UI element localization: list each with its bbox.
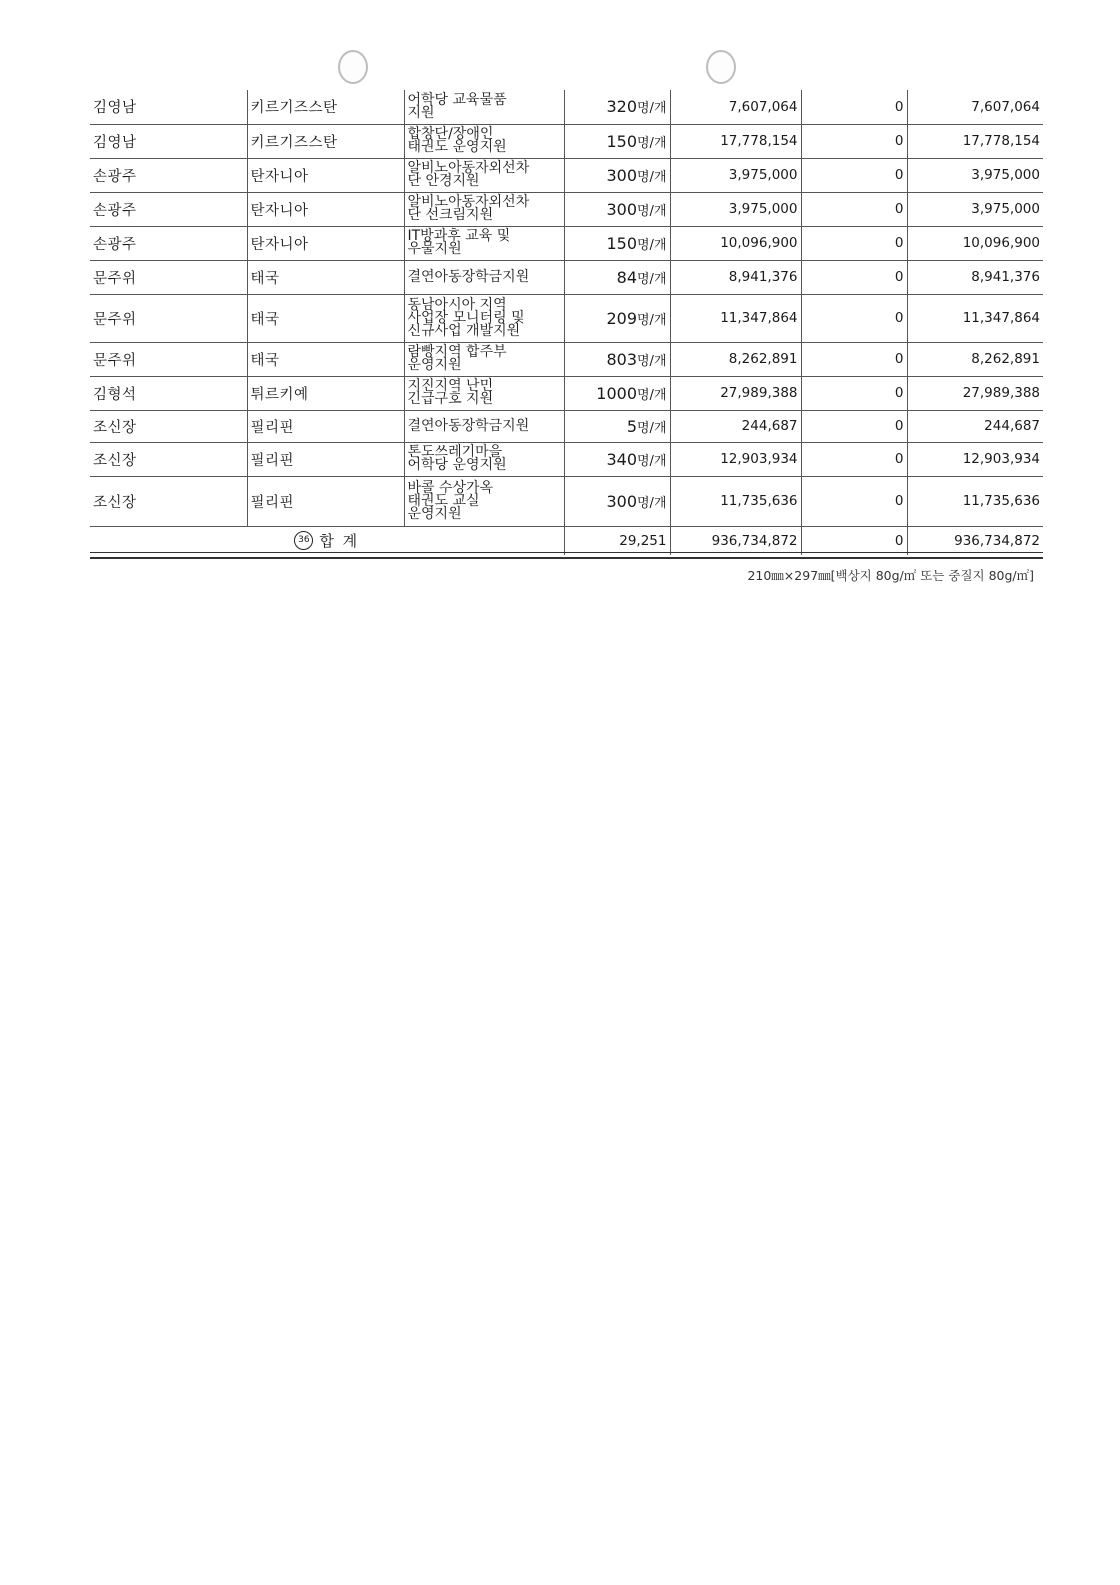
project-cell: [404, 226, 564, 260]
quantity-cell: [564, 442, 670, 476]
table-row: [90, 260, 1043, 294]
paper-spec-footnote: 210㎜×297㎜[백상지 80g/㎡ 또는 중질지 80g/㎡]: [747, 568, 1034, 583]
quantity-number: 300: [606, 165, 637, 185]
manager-name-cell: 조신장: [90, 442, 247, 476]
amount-zero-cell: 0: [801, 342, 907, 376]
project-line: 합창단/장애인: [407, 126, 494, 142]
table-row: [90, 376, 1043, 410]
project-line: 톤도쓰레기마을: [407, 444, 503, 460]
row-total-cell: 11,735,636: [907, 476, 1043, 526]
bottom-double-rule: [90, 552, 1043, 559]
amount-zero-cell: 0: [801, 442, 907, 476]
project-cell: [404, 342, 564, 376]
project-cell: [404, 294, 564, 342]
row-total-cell: 3,975,000: [907, 192, 1043, 226]
quantity-number: 803: [606, 349, 637, 369]
table-row: [90, 90, 1043, 124]
total-amount-zero-cell: 0: [801, 526, 907, 555]
manager-name-cell: 손광주: [90, 226, 247, 260]
table-row: [90, 442, 1043, 476]
row-total-cell: 17,778,154: [907, 124, 1043, 158]
total-label-cell: [90, 526, 564, 555]
total-row: [90, 526, 1043, 555]
quantity-unit: 명/개: [637, 353, 667, 369]
quantity-cell: [564, 226, 670, 260]
quantity-number: 300: [606, 491, 637, 511]
project-line: 운영지원: [407, 357, 462, 373]
amount-cell: 27,989,388: [670, 376, 801, 410]
country-cell: 태국: [247, 260, 404, 294]
amount-cell: 8,262,891: [670, 342, 801, 376]
project-line: 지원: [407, 104, 435, 121]
amount-cell: 17,778,154: [670, 124, 801, 158]
project-cell: [404, 192, 564, 226]
expense-table: [90, 90, 1043, 555]
project-cell: [404, 124, 564, 158]
total-label: 합 계: [319, 532, 360, 551]
country-cell: 태국: [247, 294, 404, 342]
project-cell: [404, 260, 564, 294]
project-cell: [404, 158, 564, 192]
project-cell: [404, 376, 564, 410]
quantity-number: 1000: [596, 383, 637, 403]
country-cell: 튀르키예: [247, 376, 404, 410]
row-total-cell: 8,262,891: [907, 342, 1043, 376]
project-line: 바콜 수상가옥: [407, 479, 494, 496]
amount-cell: 8,941,376: [670, 260, 801, 294]
quantity-unit: 명/개: [637, 312, 667, 328]
quantity-number: 5: [626, 416, 637, 436]
amount-cell: 244,687: [670, 410, 801, 442]
quantity-number: 320: [606, 97, 637, 117]
amount-zero-cell: 0: [801, 192, 907, 226]
project-line: 운영지원: [407, 505, 462, 522]
manager-name-cell: 손광주: [90, 192, 247, 226]
table-body: [90, 90, 1043, 555]
total-qty-cell: 29,251: [564, 526, 670, 555]
amount-zero-cell: 0: [801, 476, 907, 526]
row-total-cell: 27,989,388: [907, 376, 1043, 410]
amount-zero-cell: 0: [801, 294, 907, 342]
row-total-cell: 10,096,900: [907, 226, 1043, 260]
quantity-cell: [564, 192, 670, 226]
quantity-cell: [564, 410, 670, 442]
quantity-unit: 명/개: [637, 101, 667, 117]
amount-zero-cell: 0: [801, 158, 907, 192]
country-cell: 필리핀: [247, 476, 404, 526]
quantity-unit: 명/개: [637, 453, 667, 469]
table-row: [90, 294, 1043, 342]
country-cell: 필리핀: [247, 410, 404, 442]
country-cell: 필리핀: [247, 442, 404, 476]
project-line: 사업장 모니터링 및: [407, 309, 525, 326]
amount-zero-cell: 0: [801, 90, 907, 124]
quantity-cell: [564, 376, 670, 410]
project-line: 결연아동장학금지원: [407, 268, 530, 285]
manager-name-cell: 조신장: [90, 410, 247, 442]
project-line: 알비노아동자외선차: [407, 160, 530, 176]
country-cell: 키르기즈스탄: [247, 90, 404, 124]
manager-name-cell: 문주위: [90, 342, 247, 376]
country-cell: 태국: [247, 342, 404, 376]
amount-cell: 3,975,000: [670, 158, 801, 192]
manager-name-cell: 김영남: [90, 90, 247, 124]
project-line: 단 안경지원: [407, 173, 480, 189]
project-cell: [404, 410, 564, 442]
country-cell: 키르기즈스탄: [247, 124, 404, 158]
amount-cell: 10,096,900: [670, 226, 801, 260]
manager-name-cell: 김형석: [90, 376, 247, 410]
circled-number-badge: 36: [294, 531, 313, 550]
project-line: 어학당 교육물품: [407, 91, 507, 108]
project-line: 신규사업 개발지원: [407, 322, 521, 339]
row-total-cell: 11,347,864: [907, 294, 1043, 342]
amount-cell: 7,607,064: [670, 90, 801, 124]
quantity-unit: 명/개: [637, 387, 667, 403]
project-line: 어학당 운영지원: [407, 457, 507, 473]
row-total-cell: 12,903,934: [907, 442, 1043, 476]
quantity-cell: [564, 158, 670, 192]
amount-cell: 11,735,636: [670, 476, 801, 526]
punch-hole-right: [706, 50, 736, 84]
quantity-cell: [564, 342, 670, 376]
country-cell: 탄자니아: [247, 192, 404, 226]
project-cell: [404, 90, 564, 124]
grand-total-cell: 936,734,872: [907, 526, 1043, 555]
total-amount-cell: 936,734,872: [670, 526, 801, 555]
project-line: 결연아동장학금지원: [407, 417, 530, 434]
quantity-unit: 명/개: [637, 420, 667, 436]
manager-name-cell: 문주위: [90, 294, 247, 342]
project-line: 알비노아동자외선차: [407, 194, 530, 210]
table-row: [90, 124, 1043, 158]
table-row: [90, 342, 1043, 376]
manager-name-cell: 문주위: [90, 260, 247, 294]
quantity-number: 340: [606, 449, 637, 469]
quantity-unit: 명/개: [637, 495, 667, 511]
amount-cell: 12,903,934: [670, 442, 801, 476]
manager-name-cell: 김영남: [90, 124, 247, 158]
project-line: 지진지역 난민: [407, 378, 494, 394]
project-line: 긴급구호 지원: [407, 391, 494, 407]
project-line: 동남아시아 지역: [407, 296, 507, 313]
row-total-cell: 7,607,064: [907, 90, 1043, 124]
quantity-cell: [564, 476, 670, 526]
table-row: [90, 410, 1043, 442]
table-row: [90, 476, 1043, 526]
row-total-cell: 8,941,376: [907, 260, 1043, 294]
quantity-cell: [564, 90, 670, 124]
project-line: 우물지원: [407, 241, 462, 257]
quantity-cell: [564, 124, 670, 158]
quantity-number: 209: [606, 308, 637, 328]
punch-hole-left: [338, 50, 368, 84]
project-line: 태권도 교실: [407, 492, 480, 509]
table-row: [90, 226, 1043, 260]
quantity-number: 300: [606, 199, 637, 219]
project-cell: [404, 476, 564, 526]
country-cell: 탄자니아: [247, 158, 404, 192]
amount-zero-cell: 0: [801, 376, 907, 410]
manager-name-cell: 손광주: [90, 158, 247, 192]
quantity-number: 150: [606, 131, 637, 151]
project-line: 람빵지역 합주부: [407, 344, 507, 360]
row-total-cell: 244,687: [907, 410, 1043, 442]
project-line: IT방과후 교육 및: [407, 228, 511, 244]
amount-cell: 11,347,864: [670, 294, 801, 342]
amount-zero-cell: 0: [801, 124, 907, 158]
table-row: [90, 158, 1043, 192]
quantity-unit: 명/개: [637, 203, 667, 219]
quantity-number: 150: [606, 233, 637, 253]
quantity-unit: 명/개: [637, 237, 667, 253]
country-cell: 탄자니아: [247, 226, 404, 260]
quantity-cell: [564, 260, 670, 294]
project-line: 태권도 운영지원: [407, 139, 507, 155]
quantity-unit: 명/개: [637, 135, 667, 151]
manager-name-cell: 조신장: [90, 476, 247, 526]
project-cell: [404, 442, 564, 476]
amount-zero-cell: 0: [801, 226, 907, 260]
quantity-number: 84: [616, 267, 637, 287]
project-line: 단 선크림지원: [407, 207, 494, 223]
amount-cell: 3,975,000: [670, 192, 801, 226]
amount-zero-cell: 0: [801, 410, 907, 442]
quantity-unit: 명/개: [637, 271, 667, 287]
amount-zero-cell: 0: [801, 260, 907, 294]
table-row: [90, 192, 1043, 226]
quantity-unit: 명/개: [637, 169, 667, 185]
row-total-cell: 3,975,000: [907, 158, 1043, 192]
quantity-cell: [564, 294, 670, 342]
